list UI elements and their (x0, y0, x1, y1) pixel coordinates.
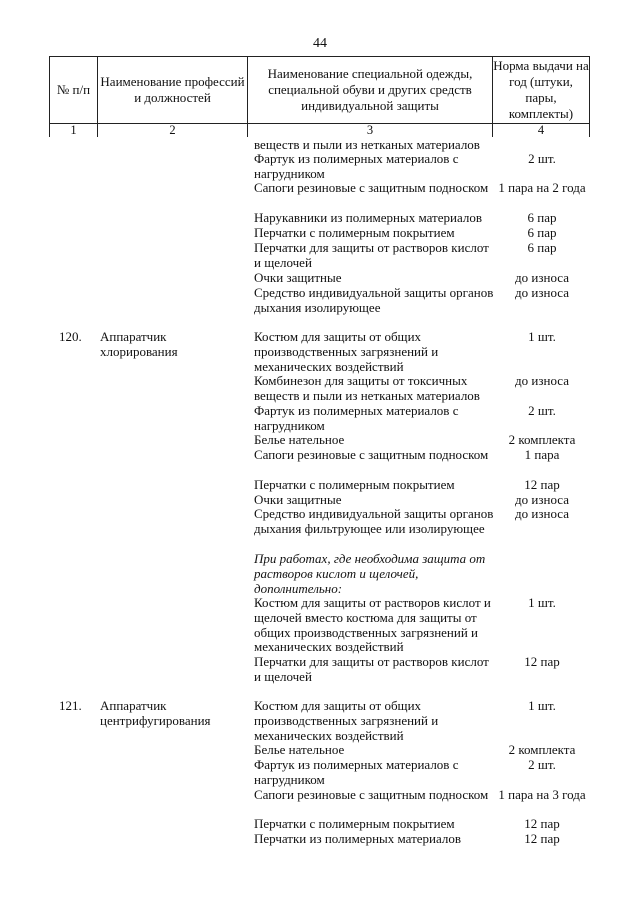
list-item: Средство индивидуальной защиты органов дыхания изолирующее (254, 285, 494, 315)
norm-value: 6 пар (527, 210, 557, 225)
norm-value: до износа (515, 373, 569, 388)
list-item: Перчатки из полимерных материалов (254, 831, 462, 846)
norm-value: 6 пар (527, 240, 557, 255)
list-item: Перчатки с полимерным покрытием (254, 816, 455, 831)
profession-name: Аппаратчик хлорирования (100, 329, 178, 359)
list-item: Фартук из полимерных материалов с нагрудником (254, 757, 459, 787)
list-item: Сапоги резиновые с защитным подноском (254, 787, 489, 802)
list-item: Перчатки с полимерным покрытием (254, 477, 455, 492)
header-col-profession: Наименование профессий и должностей (97, 57, 247, 123)
entry-number: 121. (59, 698, 82, 713)
list-item: Очки защитные (254, 270, 342, 285)
list-item: Костюм для защиты от общих производственных загрязнений и механических воздействий (254, 698, 439, 743)
header-col-item: Наименование специальной одежды, специальной обуви и других средств индивидуальной защиты (247, 57, 492, 123)
norm-value: 2 комплекта (508, 742, 576, 757)
list-item: Очки защитные (254, 492, 342, 507)
norm-value: 2 комплекта (508, 432, 576, 447)
list-item: Белье нательное (254, 432, 345, 447)
list-item: Нарукавники из полимерных материалов (254, 210, 482, 225)
header-col-norm: Норма выдачи на год (штуки, пары, комплекты) (493, 58, 589, 121)
norm-value: 1 шт. (528, 595, 556, 610)
norm-value: до износа (515, 270, 569, 285)
header-num-4: 4 (492, 123, 589, 137)
profession-name: Аппаратчик центрифугирования (100, 698, 211, 728)
norm-value: 1 пара на 3 года (498, 787, 586, 802)
list-item: Фартук из полимерных материалов с нагрудником (254, 403, 459, 433)
norm-value: до износа (515, 285, 569, 300)
list-item: Средство индивидуальной защиты органов дыхания фильтрующее или изолирующее (254, 506, 494, 536)
table-body (49, 137, 590, 905)
norm-value: 1 шт. (528, 329, 556, 344)
list-item: Сапоги резиновые с защитным подноском (254, 180, 489, 195)
list-item: Перчатки для защиты от растворов кислот и щелочей (254, 240, 489, 270)
list-item: Костюм для защиты от растворов кислот и щелочей вместо костюма для защиты от общих производственных загрязнений и механических воздействий (254, 595, 491, 655)
norm-value: до износа (515, 492, 569, 507)
list-item: Костюм для защиты от общих производственных загрязнений и механических воздействий (254, 329, 439, 374)
entry-number: 120. (59, 329, 82, 344)
page-number: 44 (313, 36, 327, 51)
norm-value: 12 пар (524, 654, 560, 669)
list-item: Белье нательное (254, 742, 345, 757)
list-item: Сапоги резиновые с защитным подноском (254, 447, 489, 462)
list-item: Перчатки с полимерным покрытием (254, 225, 455, 240)
list-item: Перчатки для защиты от растворов кислот и щелочей (254, 654, 489, 684)
norm-value: 1 пара (524, 447, 560, 462)
header-col-number: № п/п (56, 82, 91, 97)
table-header (49, 56, 590, 137)
norm-value: 6 пар (527, 225, 557, 240)
header-num-1: 1 (50, 123, 97, 137)
norm-value: 12 пар (524, 816, 560, 831)
norm-value: до износа (515, 506, 569, 521)
norm-value: 2 шт. (528, 151, 556, 166)
norm-value: 2 шт. (528, 757, 556, 772)
list-item: Комбинезон для защиты от токсичных веществ и пыли из нетканых материалов (254, 373, 480, 403)
norm-value: 1 шт. (528, 698, 556, 713)
norm-value: 1 пара на 2 года (498, 180, 586, 195)
norm-value: 2 шт. (528, 403, 556, 418)
norm-value: 12 пар (524, 477, 560, 492)
list-item: Фартук из полимерных материалов с нагрудником (254, 151, 459, 181)
norm-value: 12 пар (524, 831, 560, 846)
list-item: веществ и пыли из нетканых материалов (254, 137, 480, 152)
header-num-2: 2 (97, 123, 247, 137)
note-text: При работах, где необходима защита от растворов кислот и щелочей, дополнительно: (254, 551, 486, 596)
header-num-3: 3 (247, 123, 492, 137)
